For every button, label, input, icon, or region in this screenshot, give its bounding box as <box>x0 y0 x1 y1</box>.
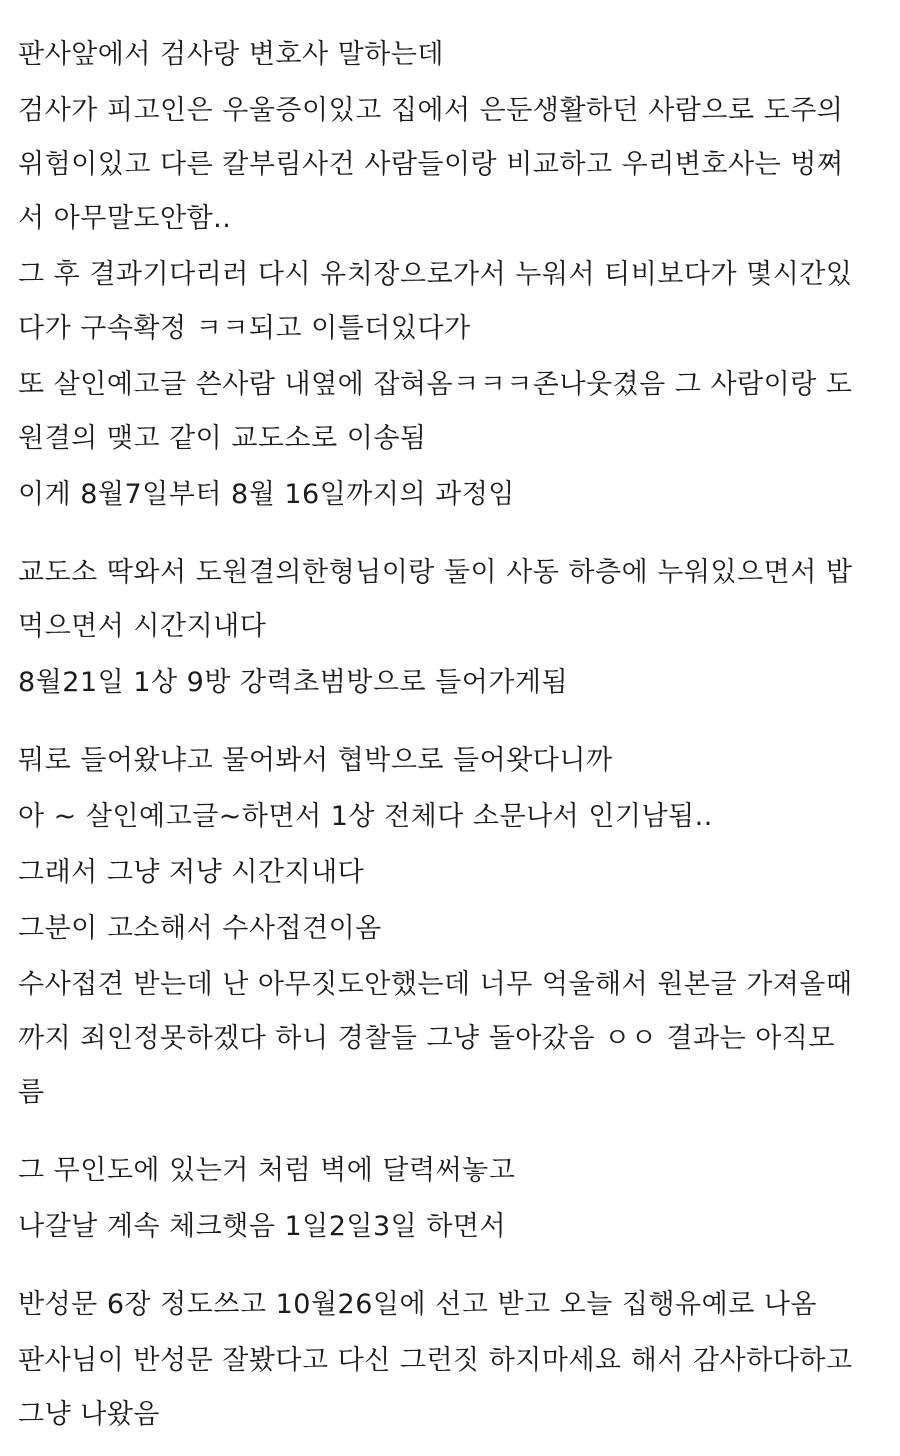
paragraph <box>18 846 868 900</box>
text-line: 름 <box>18 1077 45 1108</box>
text-line: 뭐로 들어왔냐고 물어봐서 협박으로 들어왓다니까 <box>18 745 613 776</box>
text-line: 검사가 피고인은 우울증이있고 집에서 은둔생활하던 사람으로 도주의 <box>18 95 844 126</box>
text-line: 판사님이 반성문 잘봤다고 다신 그런짓 하지마세요 해서 감사하다하고 <box>18 1345 853 1376</box>
paragraph <box>18 84 868 246</box>
text-line: 위험이있고 다른 칼부림사건 사람들이랑 비교하고 우리변호사는 벙쪄 <box>18 149 844 180</box>
text-line: 8월21일 1상 9방 강력초범방으로 들어가게됨 <box>18 667 569 698</box>
text-line: 이게 8월7일부터 8월 16일까지의 과정임 <box>18 479 515 510</box>
text-line: 나갈날 계속 체크햇음 1일2일3일 하면서 <box>18 1211 507 1242</box>
text-line: 원결의 맺고 같이 교도소로 이송됨 <box>18 423 427 454</box>
text-line: 그냥 나왔음 <box>18 1399 160 1430</box>
text-line: 그분이 고소해서 수사접견이옴 <box>18 913 382 944</box>
paragraph <box>18 958 868 1120</box>
paragraph <box>18 656 868 710</box>
text-line: 그 후 결과기다리러 다시 유치장으로가서 누워서 티비보다가 몇시간있 <box>18 259 853 290</box>
post-body <box>18 28 868 1444</box>
text-line: 아 ~ 살인예고글~하면서 1상 전체다 소문나서 인기남됨.. <box>18 801 713 832</box>
paragraph <box>18 546 868 654</box>
paragraph <box>18 790 868 844</box>
text-line: 판사앞에서 검사랑 변호사 말하는데 <box>18 39 444 70</box>
text-line: 먹으면서 시간지내다 <box>18 611 267 642</box>
paragraph <box>18 358 868 466</box>
paragraph-gap <box>18 712 868 734</box>
paragraph-gap <box>18 1256 868 1278</box>
text-line: 서 아무말도안함.. <box>18 203 232 234</box>
paragraph <box>18 468 868 522</box>
paragraph <box>18 1334 868 1442</box>
text-line: 그래서 그냥 저냥 시간지내다 <box>18 857 365 888</box>
text-line: 교도소 딱와서 도원결의한형님이랑 둘이 사동 하층에 누워있으면서 밥 <box>18 557 853 588</box>
text-line: 그 무인도에 있는거 처럼 벽에 달력써놓고 <box>18 1155 516 1186</box>
paragraph <box>18 734 868 788</box>
paragraph <box>18 1278 868 1332</box>
text-line: 다가 구속확정 ㅋㅋ되고 이틀더있다가 <box>18 313 471 344</box>
text-line: 또 살인예고글 쓴사람 내옆에 잡혀옴ㅋㅋㅋ존나웃겼음 그 사람이랑 도 <box>18 369 853 400</box>
text-line: 까지 죄인정못하겠다 하니 경찰들 그냥 돌아갔음 ㅇㅇ 결과는 아직모 <box>18 1023 835 1054</box>
paragraph <box>18 1144 868 1198</box>
paragraph <box>18 28 868 82</box>
paragraph <box>18 902 868 956</box>
paragraph-gap <box>18 1122 868 1144</box>
paragraph <box>18 1200 868 1254</box>
paragraph-gap <box>18 524 868 546</box>
text-line: 수사접견 받는데 난 아무짓도안했는데 너무 억울해서 원본글 가져올때 <box>18 969 853 1000</box>
paragraph <box>18 248 868 356</box>
text-line: 반성문 6장 정도쓰고 10월26일에 선고 받고 오늘 집행유예로 나옴 <box>18 1289 818 1320</box>
